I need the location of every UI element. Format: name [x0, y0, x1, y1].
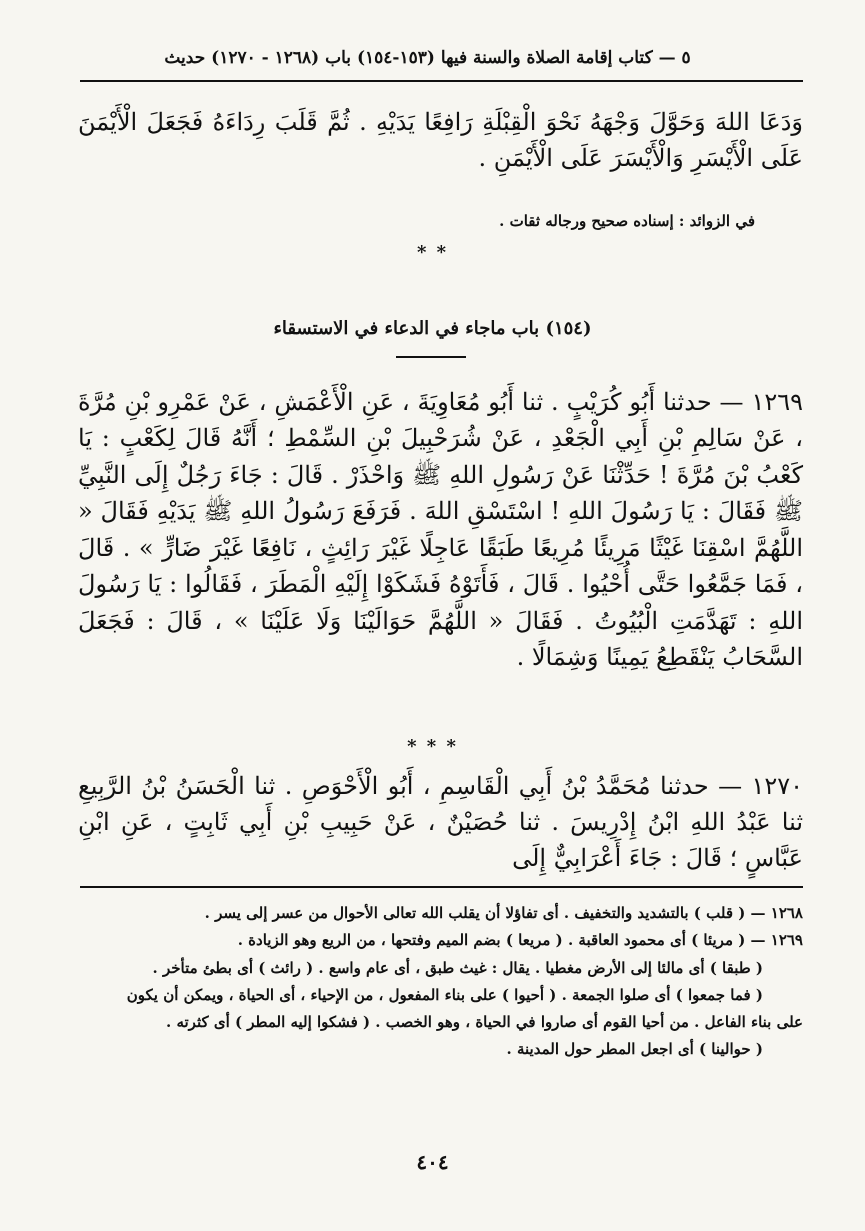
footnote-rule	[80, 886, 803, 888]
running-header: ٥ — كتاب إقامة الصلاة والسنة فيها (١٥٣-١٥٤) باب (١٢٦٨ - ١٢٧٠) حديث	[164, 48, 691, 68]
zawaid-note: في الزوائد : إسناده صحيح ورجاله ثقات .	[499, 212, 755, 230]
footnote-line: على بناء الفاعل . من أحيا القوم أى صاروا في الحياة ، وهو الخصب . ( فشكوا إليه المطر ) أى كثرته .	[166, 1013, 803, 1032]
footnote-line: ( حوالينا ) أى اجعل المطر حول المدينة .	[506, 1040, 763, 1059]
footnote-line: ( فما جمعوا ) أى صلوا الجمعة . ( أحيوا ) على بناء المفعول ، من الإحياء ، أى الحياة ، ويمكن أن يكون	[126, 985, 763, 1004]
footnotes	[78, 900, 803, 1064]
footnote-line: ( طبقا ) أى مالئا إلى الأرض مغطيا . يقال : غيث طبق ، أى عام واسع . ( رائث ) أى بطئ متأخر .	[152, 958, 763, 977]
page-number: ٤٠٤	[416, 1150, 449, 1174]
hadith-1269-text: ١٢٦٩ — حدثنا أَبُو كُرَيْبٍ . ثنا أَبُو مُعَاوِيَةَ ، عَنِ الْأَعْمَشِ ، عَنْ عَمْرِو بْنِ مُرَّةَ ، عَنْ سَالِمِ بْنِ أَبِي الْجَعْدِ ، عَنْ شُرَحْبِيلَ بْنِ السِّمْطِ ؛ أَنَّهُ قَالَ لِكَعْبٍ : يَا كَعْبُ بْنَ مُرَّةَ ! حَدِّثْنَا عَنْ رَسُولِ اللهِ ﷺ وَاحْذَرْ . قَالَ : جَاءَ رَجُلٌ إِلَى النَّبِيِّ ﷺ فَقَالَ : يَا رَسُولَ اللهِ ! اسْتَسْقِ اللهَ . فَرَفَعَ رَسُولُ اللهِ ﷺ يَدَيْهِ فَقَالَ « اللَّهُمَّ اسْقِنَا غَيْثًا مَرِيئًا مُرِيعًا طَبَقًا عَاجِلًا غَيْرَ رَائِثٍ ، نَافِعًا غَيْرَ ضَارٍّ » . قَالَ ، فَمَا جَمَّعُوا حَتَّى أُحْيُوا . قَالَ ، فَأَتَوْهُ فَشَكَوْا إِلَيْهِ الْمَطَرَ ، فَقَالُوا : يَا رَسُولَ اللهِ : تَهَدَّمَتِ الْبُيُوتُ . فَقَالَ « اللَّهُمَّ حَوَالَيْنَا وَلَا عَلَيْنَا » ، قَالَ : فَجَعَلَ السَّحَابُ يَنْقَطِعُ يَمِينًا وَشِمَالًا .	[78, 388, 803, 672]
separator-stars-2: * * *	[407, 736, 458, 757]
continued-hadith-text: وَدَعَا اللهَ وَحَوَّلَ وَجْهَهُ نَحْوَ الْقِبْلَةِ رَافِعًا يَدَيْهِ . ثُمَّ قَلَبَ رِدَاءَهُ فَجَعَلَ الْأَيْمَنَ عَلَى الْأَيْسَرِ وَالْأَيْسَرَ عَلَى الْأَيْمَنِ .	[78, 108, 803, 172]
header-rule	[80, 80, 803, 82]
hadith-1270-text: ١٢٧٠ — حدثنا مُحَمَّدُ بْنُ أَبِي الْقَاسِمِ ، أَبُو الْأَحْوَصِ . ثنا الْحَسَنُ بْنُ الرَّبِيعِ ثنا عَبْدُ اللهِ ابْنُ إِدْرِيسَ . ثنا حُصَيْنٌ ، عَنْ حَبِيبِ بْنِ أَبِي ثَابِتٍ ، عَنِ ابْنِ عَبَّاسٍ ؛ قَالَ : جَاءَ أَعْرَابِيٌّ إِلَى	[78, 772, 803, 872]
chapter-title-rule	[396, 356, 466, 358]
chapter-title: (١٥٤) باب ماجاء في الدعاء في الاستسقاء	[273, 318, 592, 339]
separator-stars: * *	[416, 242, 449, 263]
footnote-1269: ١٢٦٩ — ( مريئا ) أى محمود العاقبة . ( مريعا ) بضم الميم وفتحها ، من الريع وهو الزيادة .	[237, 931, 803, 950]
footnote-1268: ١٢٦٨ — ( قلب ) بالتشديد والتخفيف . أى تفاؤلا أن يقلب الله تعالى الأحوال من عسر إلى يسر .	[204, 904, 803, 922]
